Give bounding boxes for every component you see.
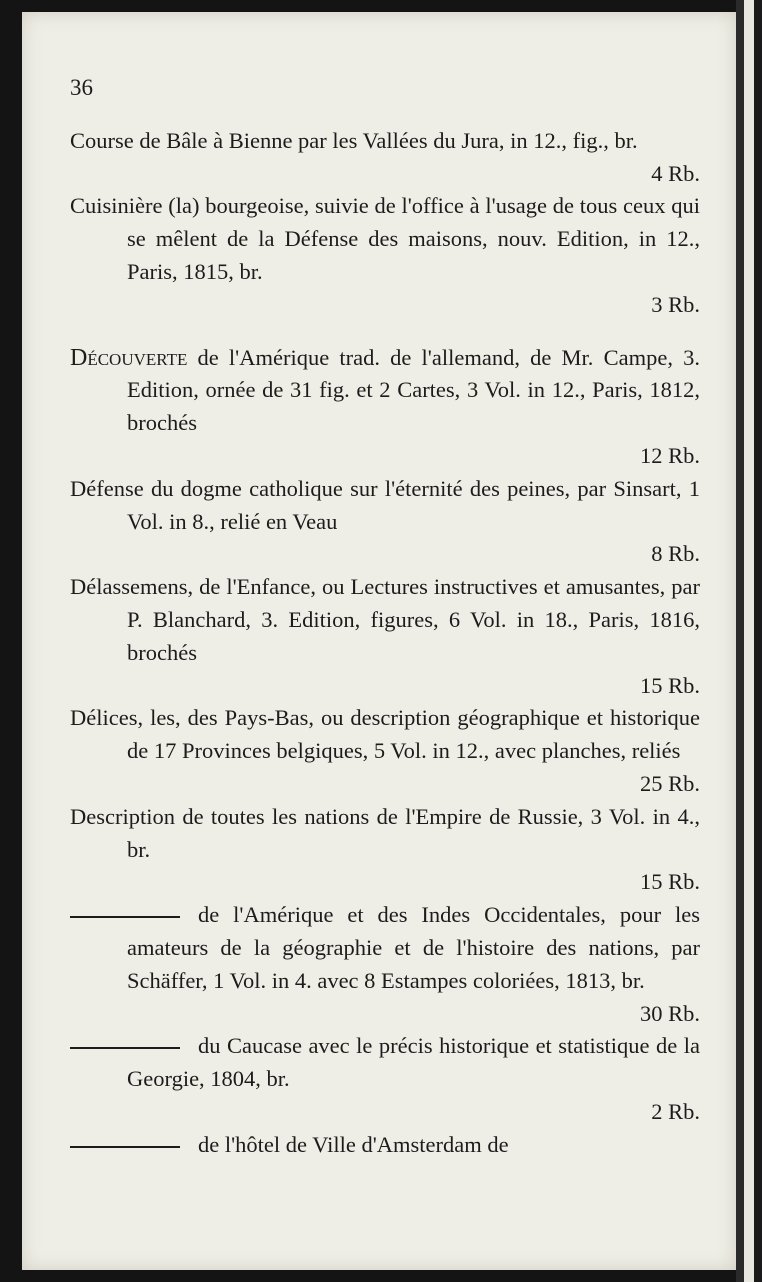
entry-text: du Caucase avec le précis historique et statistique de la Georgie, 1804, br. bbox=[127, 1033, 700, 1092]
entry-lead-word: Découverte bbox=[70, 344, 188, 371]
entry-text: de l'Amérique trad. de l'allemand, de Mr. Campe, 3. Edition, ornée de 31 fig. et 2 Cartes, 3 Vol. in 12., Paris, 1812, brochés bbox=[127, 344, 700, 436]
entry-text: Description de toutes les nations de l'Empire de Russie, 3 Vol. in 4., br. bbox=[70, 803, 700, 862]
catalog-entry bbox=[70, 1030, 700, 1128]
entry-price: 30 Rb. bbox=[639, 1000, 700, 1026]
catalog-entry bbox=[70, 1129, 700, 1162]
catalog-entry bbox=[70, 190, 700, 321]
entry-price: 25 Rb. bbox=[639, 770, 700, 796]
catalog-entry bbox=[70, 899, 700, 1030]
book-page bbox=[22, 12, 736, 1270]
entry-price: 4 Rb. bbox=[651, 160, 700, 186]
entry-price: 15 Rb. bbox=[639, 672, 700, 698]
entry-price: 12 Rb. bbox=[639, 442, 700, 468]
entry-price: 3 Rb. bbox=[651, 291, 700, 317]
catalog-entry bbox=[70, 801, 700, 899]
entry-text: Course de Bâle à Bienne par les Vallées du Jura, in 12., fig., br. bbox=[70, 127, 638, 153]
entry-text: Défense du dogme catholique sur l'éternité des peines, par Sinsart, 1 Vol. in 8., relié en Veau bbox=[70, 475, 700, 534]
entry-price: 2 Rb. bbox=[651, 1098, 700, 1124]
catalog-entry bbox=[70, 702, 700, 800]
entry-price: 15 Rb. bbox=[639, 869, 700, 895]
page-number: 36 bbox=[70, 75, 93, 100]
entry-text: Cuisinière (la) bourgeoise, suivie de l'office à l'usage de tous ceux qui se mêlent de la Défense des maisons, nouv. Edition, in 12., Paris, 1815, br. bbox=[70, 193, 700, 284]
entry-price: 8 Rb. bbox=[651, 541, 700, 567]
book-edge bbox=[736, 0, 762, 1282]
page-text bbox=[70, 72, 700, 1162]
catalog-entry bbox=[70, 571, 700, 702]
ditto-dash bbox=[70, 916, 180, 918]
entry-text: Délassemens, de l'Enfance, ou Lectures instructives et amusantes, par P. Blanchard, 3. Edition, figures, 6 Vol. in 18., Paris, 1816, brochés bbox=[70, 574, 700, 665]
catalog-entry bbox=[70, 342, 700, 473]
entry-text: Délices, les, des Pays-Bas, ou description géographique et historique de 17 Provinces belgiques, 5 Vol. in 12., avec planches, reliés bbox=[70, 705, 700, 764]
catalog-entry bbox=[70, 125, 700, 191]
entry-text: de l'Amérique et des Indes Occidentales, pour les amateurs de la géographie et de l'histoire des nations, par Schäffer, 1 Vol. in 4. avec 8 Estampes coloriées, 1813, br. bbox=[127, 902, 700, 993]
entry-text: de l'hôtel de Ville d'Amsterdam de bbox=[198, 1131, 509, 1157]
ditto-dash bbox=[70, 1146, 180, 1148]
ditto-dash bbox=[70, 1047, 180, 1049]
catalog-entry bbox=[70, 473, 700, 571]
